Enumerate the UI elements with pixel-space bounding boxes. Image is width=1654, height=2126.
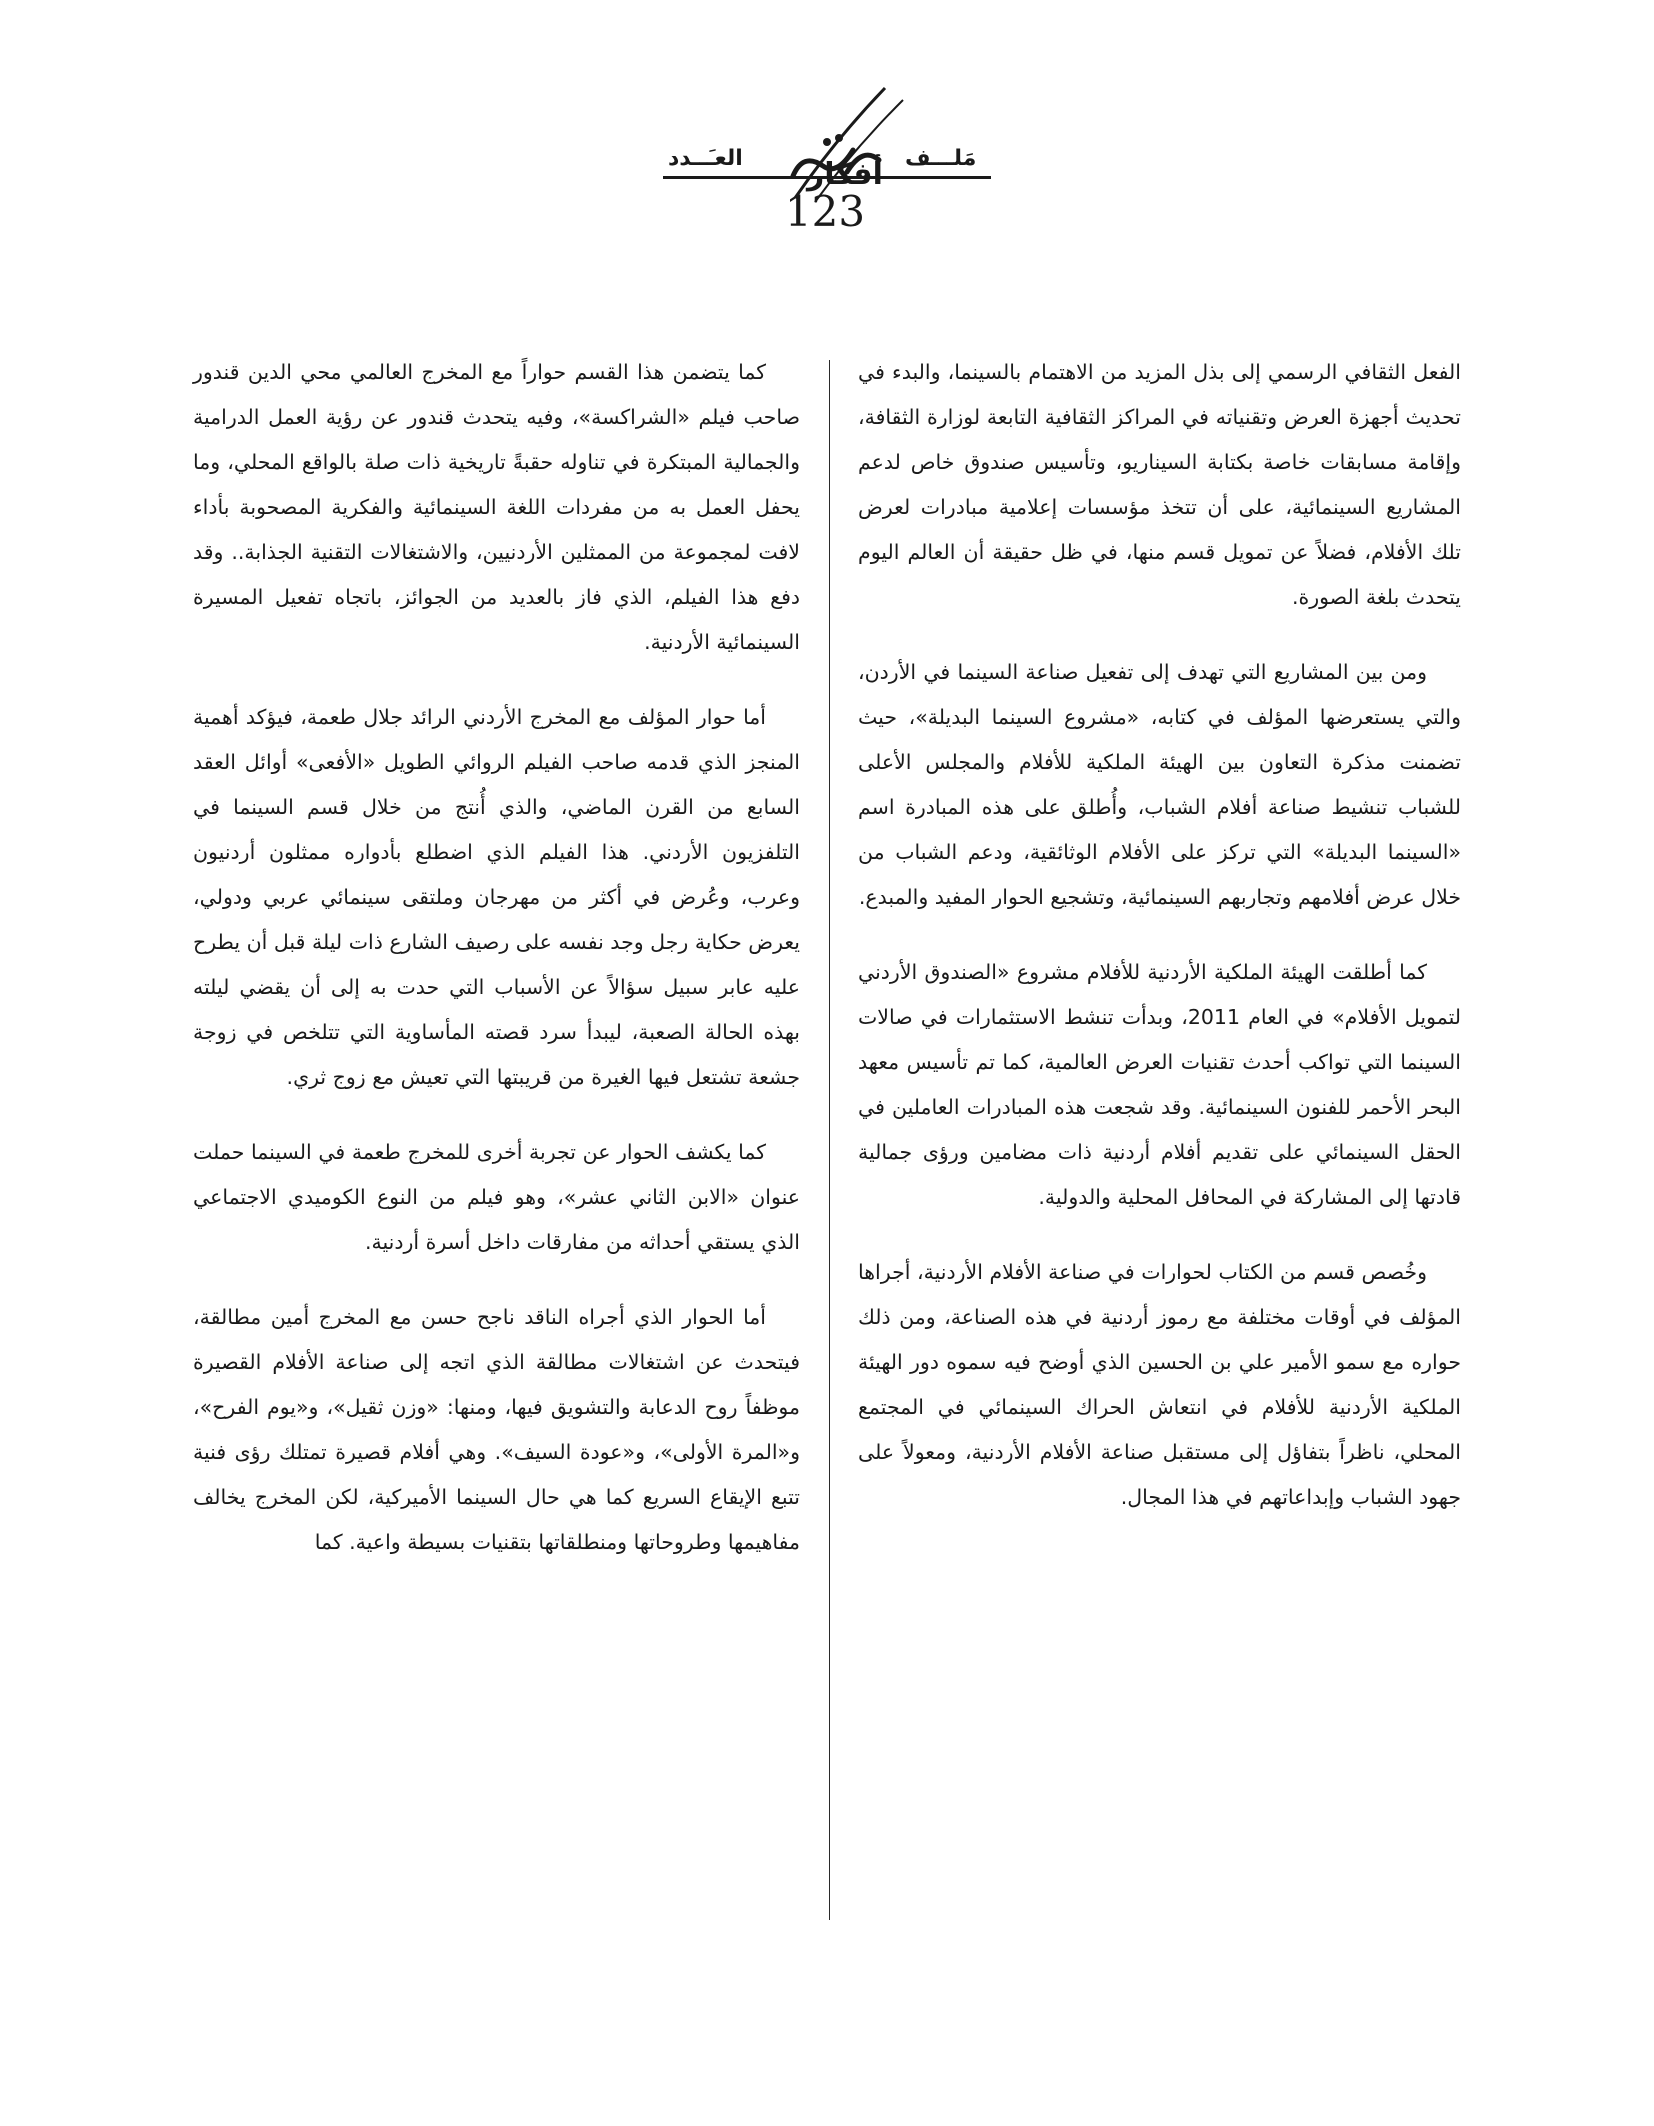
paragraph: كما يتضمن هذا القسم حواراً مع المخرج العالمي محي الدين قندور صاحب فيلم «الشراكسة»، وفيه يتحدث قندور عن رؤية العمل الدرامية والجمالية المبتكرة في تناوله حقبةً تاريخية ذات صلة بالواقع المحلي، وما يحفل العمل به من مفردات اللغة السينمائية والفكرية المصحوبة بأداء لافت لمجموعة من الممثلين الأردنيين، والاشتغالات التقنية الجذابة.. وقد دفع هذا الفيلم، الذي فاز بالعديد من الجوائز، باتجاه تفعيل المسيرة السينمائية الأردنية. <box>193 360 800 654</box>
column-divider <box>829 360 830 1920</box>
page-header <box>0 0 1654 260</box>
page-number: 123 <box>784 187 866 236</box>
paragraph: الفعل الثقافي الرسمي إلى بذل المزيد من الاهتمام بالسينما، والبدء في تحديث أجهزة العرض وتقنياته في المراكز الثقافية التابعة لوزارة الثقافة، وإقامة مسابقات خاصة بكتابة السيناريو، وتأسيس صندوق خاص لدعم المشاريع السينمائية، على أن تتخذ مؤسسات إعلامية مبادرات لعرض تلك الأفلام، فضلاً عن تمويل قسم منها، في ظل حقيقة أن العالم اليوم يتحدث بلغة الصورة. <box>858 360 1461 609</box>
header-issue-label: العـَــدد <box>668 146 743 171</box>
paragraph: كما أطلقت الهيئة الملكية الأردنية للأفلام مشروع «الصندوق الأردني لتمويل الأفلام» في العام 2011، وبدأت تنشط الاستثمارات في صالات السينما التي تواكب أحدث تقنيات العرض العالمية، كما تم تأسيس معهد البحر الأحمر للفنون السينمائية. وقد شجعت هذه المبادرات العاملين في الحقل السينمائي على تقديم أفلام أردنية ذات مضامين ورؤى جمالية قادتها إلى المشاركة في المحافل المحلية والدولية. <box>858 960 1462 1209</box>
right-column <box>858 350 1461 1550</box>
left-column <box>193 350 800 1595</box>
paragraph: كما يكشف الحوار عن تجربة أخرى للمخرج طعمة في السينما حملت عنوان «الابن الثاني عشر»، وهو فيلم من النوع الكوميدي الاجتماعي الذي يستقي أحداثه من مفارقات داخل أسرة أردنية. <box>193 1140 800 1254</box>
paragraph: ومن بين المشاريع التي تهدف إلى تفعيل صناعة السينما في الأردن، والتي يستعرضها المؤلف في كتابه، «مشروع السينما البديلة»، حيث تضمنت مذكرة التعاون بين الهيئة الملكية للأفلام والمجلس الأعلى للشباب تنشيط صناعة أفلام الشباب، وأُطلق على هذه المبادرة اسم «السينما البديلة» التي تركز على الأفلام الوثائقية، ودعم الشباب من خلال عرض أفلامهم وتجاربهم السينمائية، وتشجيع الحوار المفيد والمبدع. <box>858 660 1461 909</box>
paragraph: وخُصص قسم من الكتاب لحوارات في صناعة الأفلام الأردنية، أجراها المؤلف في أوقات مختلفة مع رموز أردنية في هذه الصناعة، ومن ذلك حواره مع سمو الأمير علي بن الحسين الذي أوضح فيه سموه دور الهيئة الملكية الأردنية للأفلام في انتعاش الحراك السينمائي في المجتمع المحلي، ناظراً بتفاؤل إلى مستقبل صناعة الأفلام الأردنية، ومعولاً على جهود الشباب وإبداعاتهم في هذا المجال. <box>858 1260 1461 1509</box>
header-section-label: مَلـــف <box>905 146 977 171</box>
paragraph: أما الحوار الذي أجراه الناقد ناجح حسن مع المخرج أمين مطالقة، فيتحدث عن اشتغالات مطالقة الذي اتجه إلى صناعة الأفلام القصيرة موظفاً روح الدعابة والتشويق فيها، ومنها: «وزن ثقيل»، و«يوم الفرح»، و«المرة الأولى»، و«عودة السيف». وهي أفلام قصيرة تمتلك رؤى فنية تتبع الإيقاع السريع كما هي حال السينما الأميركية، لكن المخرج يخالف مفاهيمها وطروحاتها ومنطلقاتها بتقنيات بسيطة واعية. كما <box>193 1305 800 1554</box>
paragraph: أما حوار المؤلف مع المخرج الأردني الرائد جلال طعمة، فيؤكد أهمية المنجز الذي قدمه صاحب الفيلم الروائي الطويل «الأفعى» أوائل العقد السابع من القرن الماضي، والذي أُنتج من خلال قسم السينما في التلفزيون الأردني. هذا الفيلم الذي اضطلع بأدواره ممثلون أردنيون وعرب، وعُرض في أكثر من مهرجان وملتقى سينمائي عربي ودولي، يعرض حكاية رجل وجد نفسه على رصيف الشارع ذات ليلة قبل أن يطرح عليه عابر سبيل سؤالاً عن الأسباب التي حدت به إلى أن يقضي ليلته بهذه الحالة الصعبة، ليبدأ سرد قصته المأساوية التي تتلخص في زوجة جشعة تشتعل فيها الغيرة من قريبتها التي تعيش مع زوج ثري. <box>193 705 800 1089</box>
magazine-logo-text: أفكار <box>807 157 883 192</box>
